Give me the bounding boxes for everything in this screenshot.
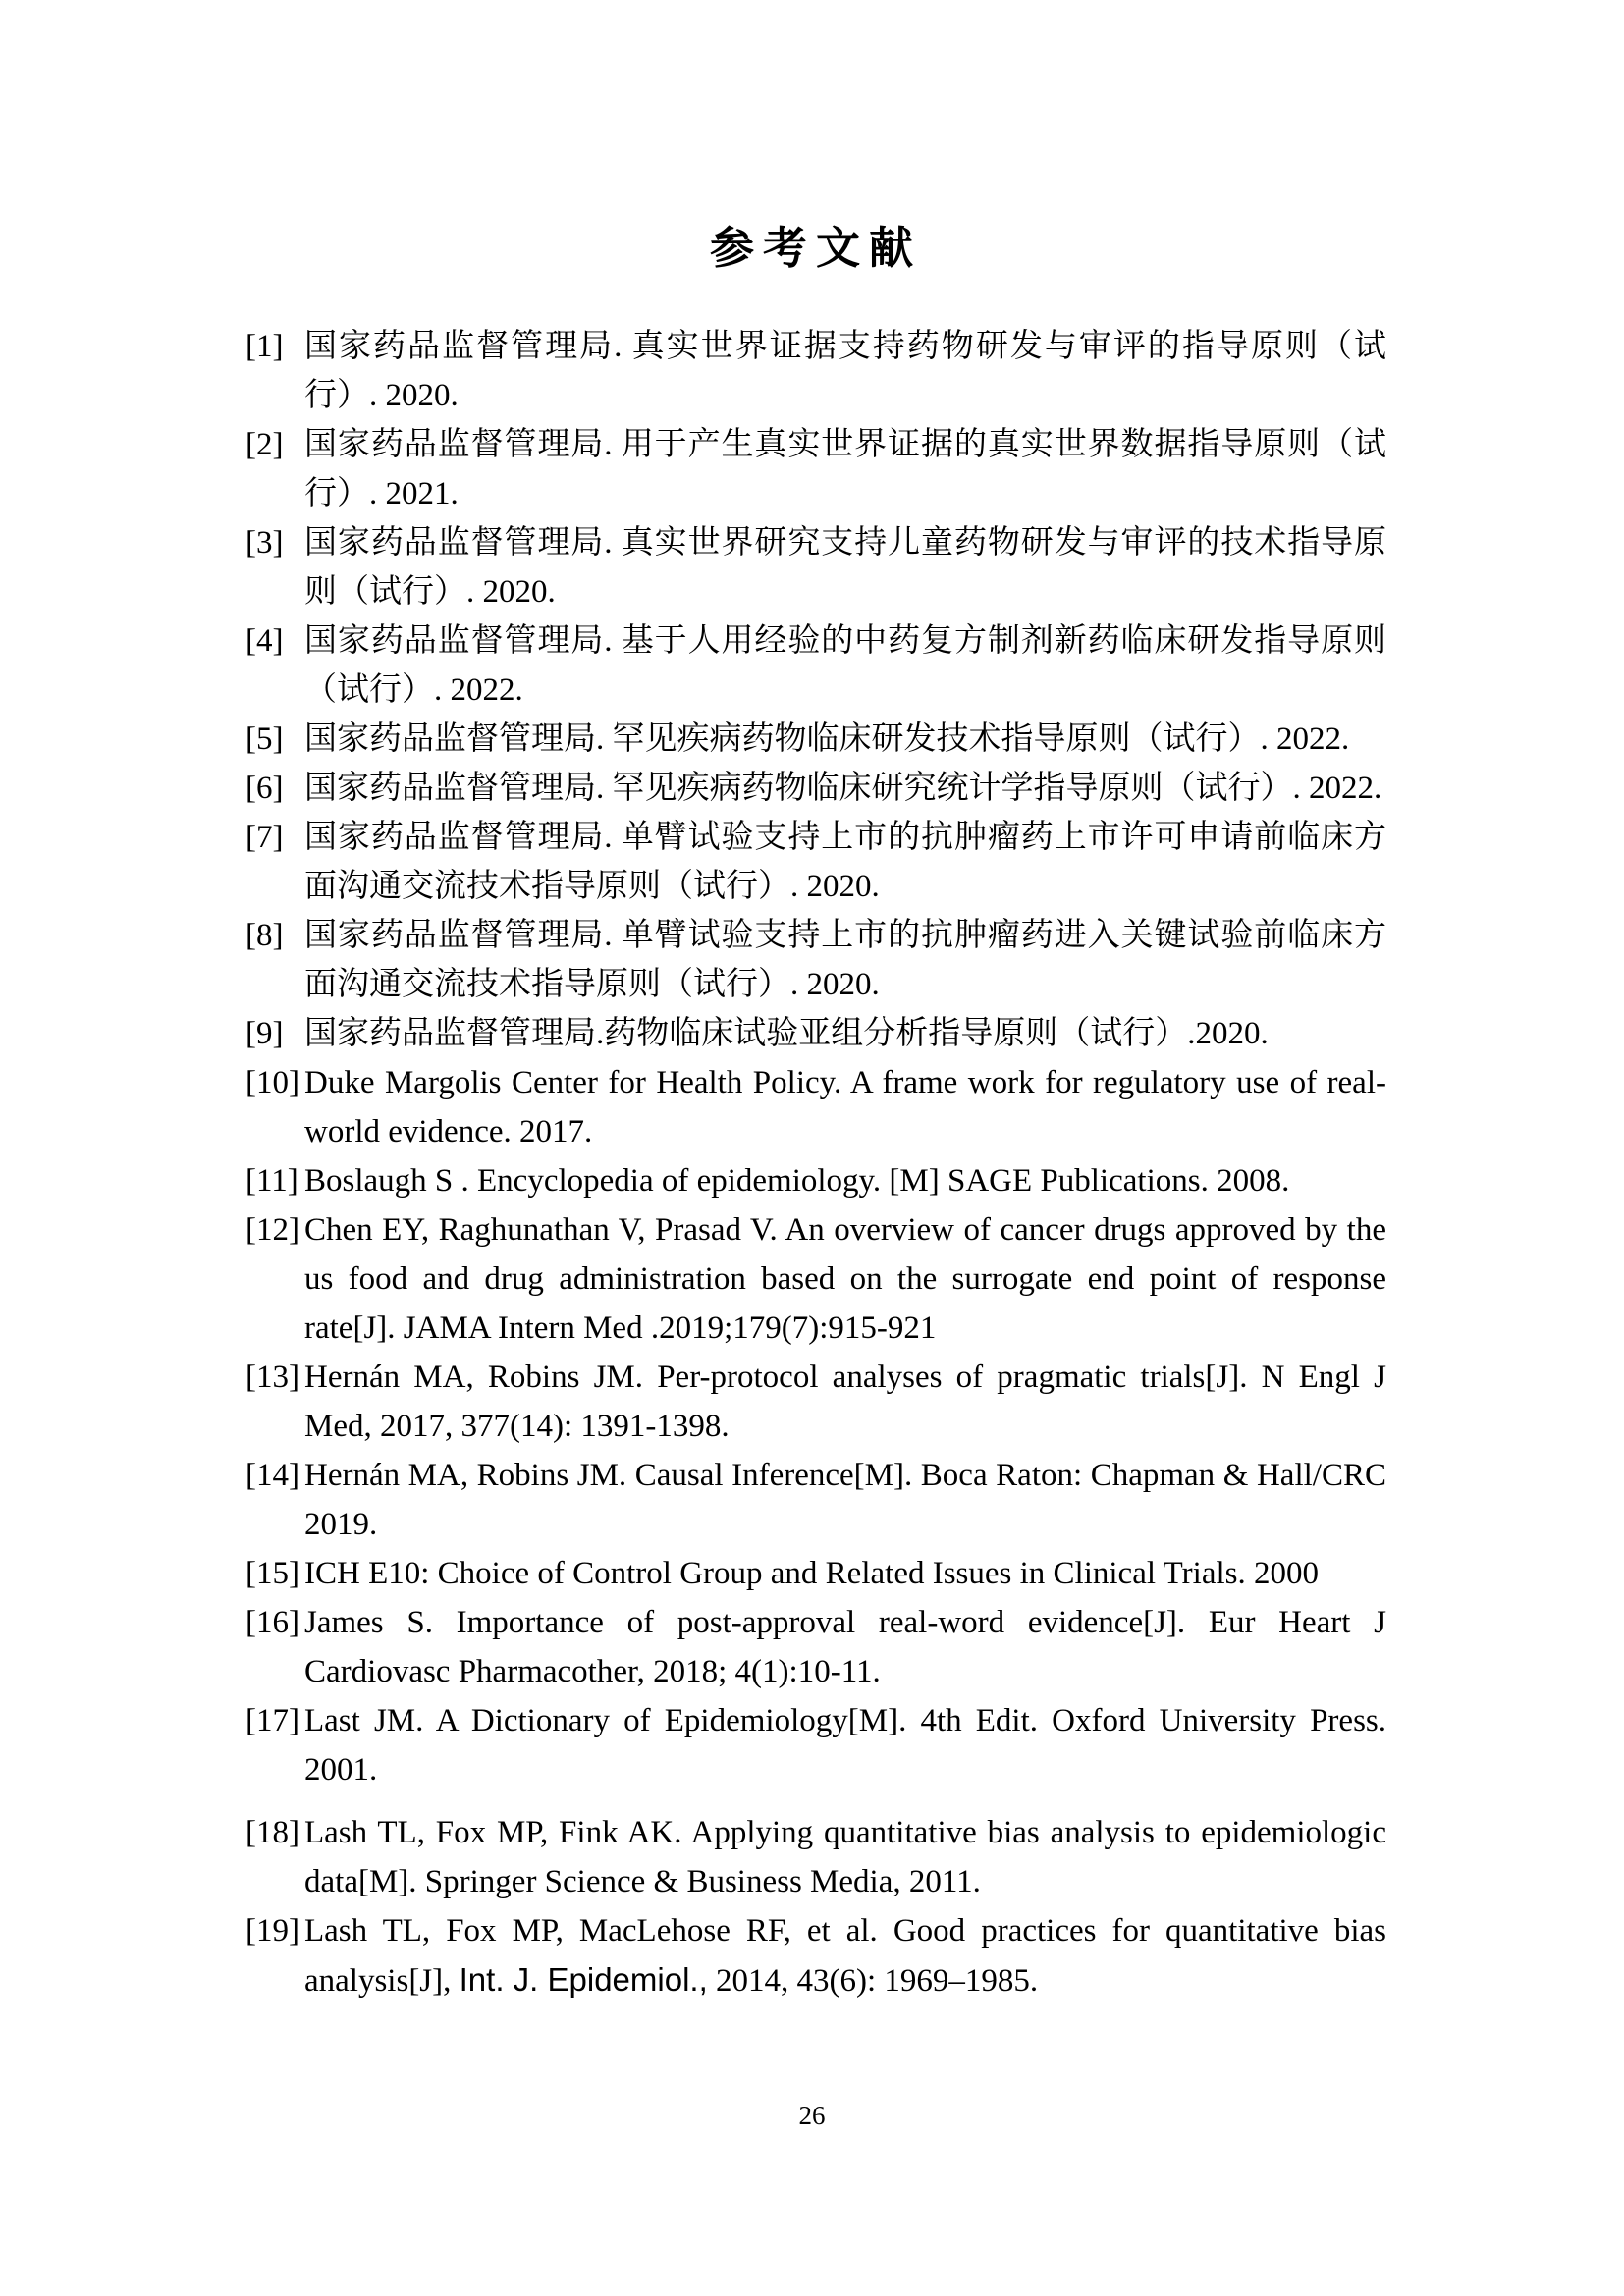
reference-marker: [15]: [245, 1556, 299, 1591]
reference-marker: [16]: [245, 1605, 299, 1640]
reference-item: [245, 518, 1386, 616]
reference-marker: [18]: [245, 1815, 299, 1850]
reference-marker: [17]: [245, 1703, 299, 1738]
reference-marker: [1]: [245, 329, 284, 364]
reference-text: Int. J. Epidemiol.,: [459, 1961, 708, 1998]
reference-text: James S. Importance of post-approval real-word evidence[J]. Eur Heart J Cardiovasc Pharmacother, 2018; 4(1):10-11.: [304, 1605, 1386, 1689]
reference-item: [245, 1906, 1386, 2005]
reference-marker: [6]: [245, 771, 284, 806]
reference-text: Boslaugh S . Encyclopedia of epidemiology. [M] SAGE Publications. 2008.: [304, 1163, 1290, 1199]
reference-item: [245, 1353, 1386, 1451]
reference-item: [245, 1451, 1386, 1549]
reference-item: [245, 1549, 1386, 1598]
reference-item: [245, 1598, 1386, 1696]
page-title: 参考文献: [709, 224, 922, 273]
reference-text: Duke Margolis Center for Health Policy. A frame work for regulatory use of real-world evidence. 2017.: [304, 1065, 1386, 1149]
reference-marker: [9]: [245, 1016, 284, 1051]
reference-item: [245, 1696, 1386, 1794]
reference-item: [245, 715, 1386, 764]
reference-text: 国家药品监督管理局. 罕见疾病药物临床研发技术指导原则（试行）. 2022.: [304, 721, 1350, 757]
reference-marker: [2]: [245, 427, 284, 462]
reference-text: Lash TL, Fox MP, MacLehose RF, et al. Good practices for quantitative bias analysis[J],: [304, 1913, 1386, 1999]
reference-text: 国家药品监督管理局. 罕见疾病药物临床研究统计学指导原则（试行）. 2022.: [304, 771, 1382, 806]
reference-text: 国家药品监督管理局. 真实世界研究支持儿童药物研发与审评的技术指导原则（试行）. 2020.: [304, 525, 1386, 610]
reference-marker: [14]: [245, 1458, 299, 1493]
reference-item: [245, 1009, 1386, 1058]
page-number: 26: [798, 2101, 826, 2130]
reference-marker: [11]: [245, 1163, 298, 1199]
reference-text: ICH E10: Choice of Control Group and Related Issues in Clinical Trials. 2000: [304, 1556, 1319, 1591]
reference-text: Last JM. A Dictionary of Epidemiology[M]. 4th Edit. Oxford University Press. 2001.: [304, 1703, 1386, 1788]
reference-text: Lash TL, Fox MP, Fink AK. Applying quantitative bias analysis to epidemiologic data[M]. Springer Science & Business Media, 2011.: [304, 1815, 1386, 1899]
reference-text: Chen EY, Raghunathan V, Prasad V. An overview of cancer drugs approved by the us food and drug administration based on the surrogate end point of response rate[J]. JAMA Intern Med .2019;179(7):915-921: [304, 1212, 1386, 1346]
reference-item: [245, 616, 1386, 715]
reference-marker: [3]: [245, 525, 284, 561]
reference-item: [245, 764, 1386, 813]
page-content: [245, 0, 1386, 2005]
reference-marker: [5]: [245, 721, 284, 757]
reference-marker: [10]: [245, 1065, 299, 1100]
reference-item: [245, 1156, 1386, 1205]
reference-item: [245, 1058, 1386, 1156]
reference-item: [245, 1205, 1386, 1353]
reference-marker: [12]: [245, 1212, 299, 1248]
reference-item: [245, 911, 1386, 1009]
reference-marker: [13]: [245, 1360, 299, 1395]
reference-text: 国家药品监督管理局. 用于产生真实世界证据的真实世界数据指导原则（试行）. 2021.: [304, 427, 1386, 511]
reference-marker: [8]: [245, 918, 284, 953]
reference-text: Hernán MA, Robins JM. Per-protocol analyses of pragmatic trials[J]. N Engl J Med, 2017, 377(14): 1391-1398.: [304, 1360, 1386, 1444]
reference-item: [245, 813, 1386, 911]
reference-text: 2014, 43(6): 1969–1985.: [707, 1963, 1039, 1999]
reference-list: [245, 322, 1386, 2005]
reference-marker: [4]: [245, 623, 284, 659]
reference-item: [245, 322, 1386, 420]
reference-item: [245, 420, 1386, 518]
reference-text: 国家药品监督管理局. 基于人用经验的中药复方制剂新药临床研发指导原则（试行）. 2022.: [304, 623, 1386, 708]
reference-marker: [19]: [245, 1913, 299, 1949]
reference-text: 国家药品监督管理局. 真实世界证据支持药物研发与审评的指导原则（试行）. 2020.: [304, 329, 1386, 413]
reference-item: [245, 1808, 1386, 1906]
reference-text: 国家药品监督管理局.药物临床试验亚组分析指导原则（试行）.2020.: [304, 1016, 1269, 1051]
reference-marker: [7]: [245, 820, 284, 855]
reference-text: Hernán MA, Robins JM. Causal Inference[M]. Boca Raton: Chapman & Hall/CRC 2019.: [304, 1458, 1386, 1542]
reference-text: 国家药品监督管理局. 单臂试验支持上市的抗肿瘤药进入关键试验前临床方面沟通交流技术指导原则（试行）. 2020.: [304, 918, 1386, 1002]
reference-text: 国家药品监督管理局. 单臂试验支持上市的抗肿瘤药上市许可申请前临床方面沟通交流技术指导原则（试行）. 2020.: [304, 820, 1386, 904]
